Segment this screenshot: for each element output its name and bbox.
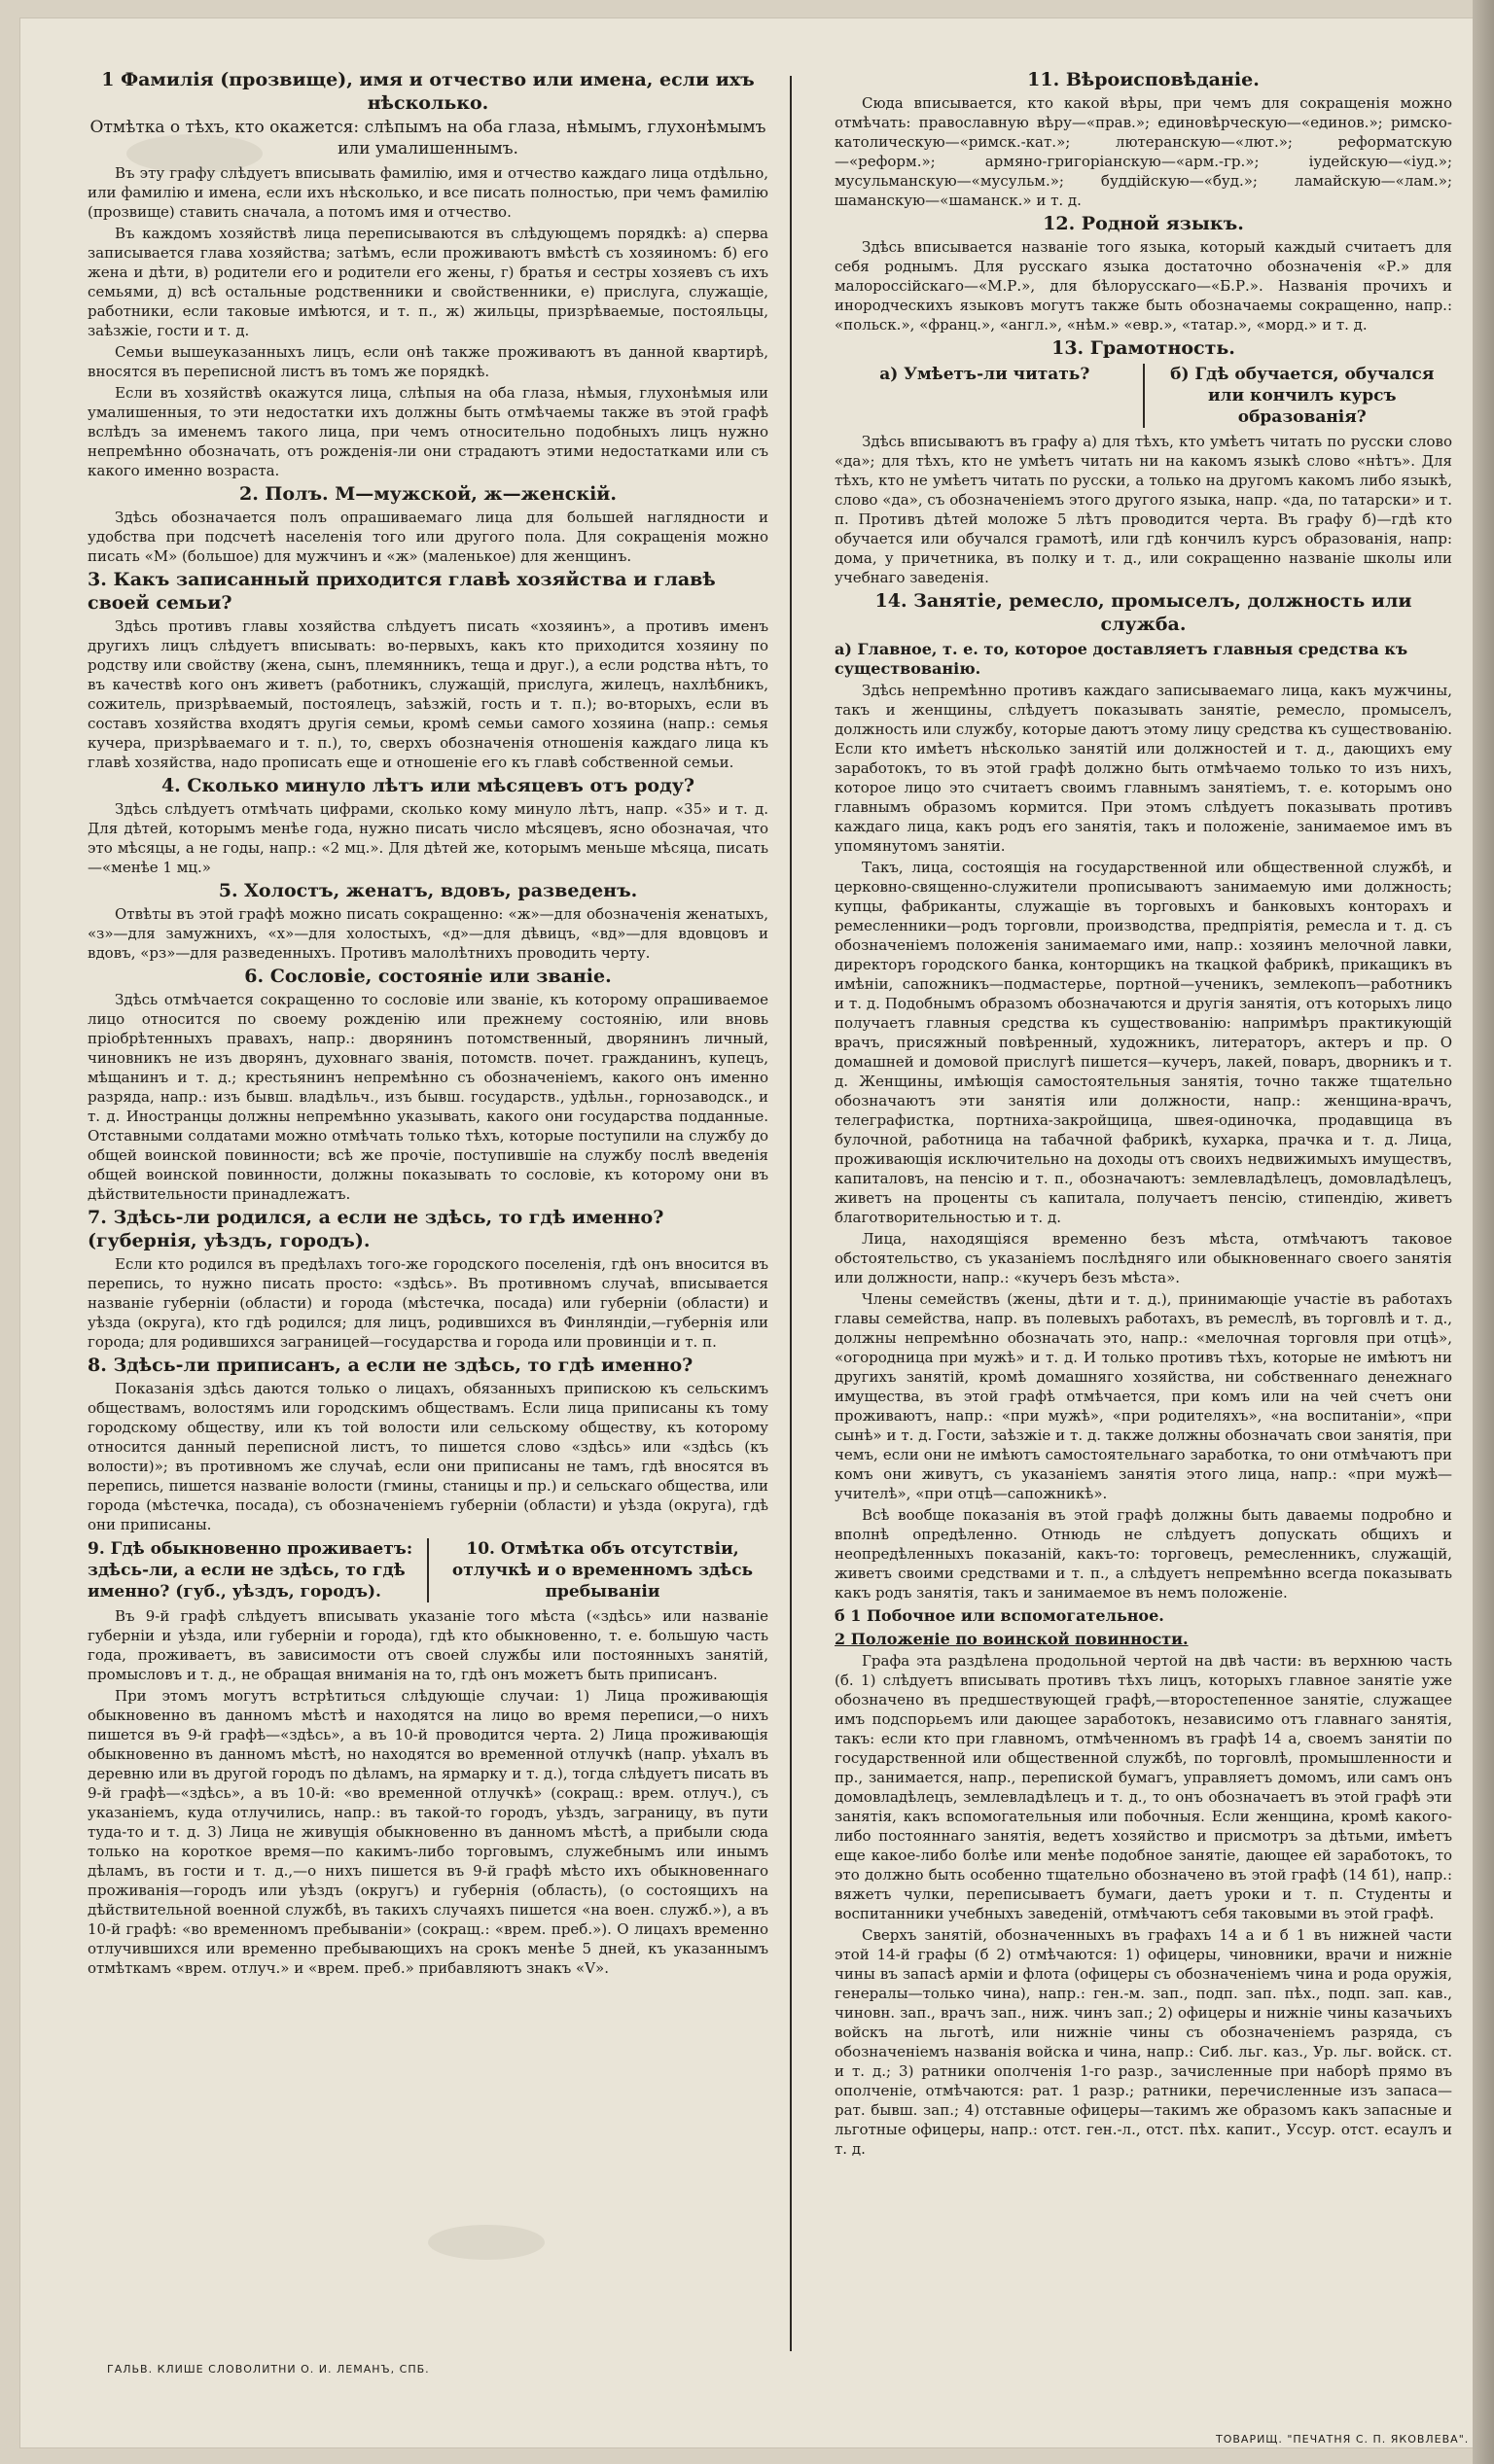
paragraph: Въ 9-й графѣ слѣдуетъ вписывать указаніе того мѣста («здѣсь» или названіе губерніи и уѣзда, или губерніи и города), гдѣ кто обыкновенно, т. е. большую часть года, проживаетъ, въ зависимости отъ своей службы или постоянныхъ занятій, промысловъ и т. д., не обращая вниманія на то, гдѣ онъ можетъ быть приписанъ. [88, 1607, 768, 1683]
paragraph: Въ каждомъ хозяйствѣ лица переписываются въ слѣдующемъ порядкѣ: а) сперва записывается глава хозяйства; затѣмъ, если проживаютъ вмѣстѣ съ хозяиномъ: б) его жена и дѣти, в) родители его и родители его жены, г) братья и сестры хозяевъ съ ихъ семьями, д) всѣ остальные родственники и свойственники, е) прислуга, служащіе, работники, если таковые имѣются, и т. п., ж) жильцы, призрѣваемые, постояльцы, заѣзжіе, гости и т. д. [88, 225, 768, 339]
right-column [835, 66, 1452, 2361]
section-1-title: 1 Фамилія (прозвище), имя и отчество или имена, если ихъ нѣсколько. [101, 69, 755, 114]
section-8-title: 8. Здѣсь-ли приписанъ, а если не здѣсь, то гдѣ именно? [88, 1355, 694, 1376]
paragraph: Графа эта раздѣлена продольной чертой на двѣ части: въ верхнюю часть (б. 1) слѣдуетъ вписывать противъ тѣхъ лицъ, которыхъ главное занятіе уже обозначено въ предшествующей графѣ,—второстепенное занятіе, служащее имъ подспорьемъ или дающее заработокъ, независимо отъ главнаго занятія, такъ: если кто при главномъ, отмѣченномъ въ графѣ 14 а, своемъ занятіи по государственной или общественной службѣ, по торговлѣ, промышленности и пр., занимается, напр., перепиской бумагъ, управляетъ домомъ, или самъ онъ домовладѣлецъ, землевладѣлецъ и т. д., то онъ обозначаетъ въ этой графѣ эти занятія, какъ вспомогательныя или побочныя. Если женщина, кромѣ какого-либо постояннаго занятія, ведетъ хозяйство и присмотръ за дѣтьми, имѣетъ еще какое-либо болѣе или менѣе подобное занятіе, дающее ей заработокъ, то это должно быть особенно тщательно обозначено въ этой графѣ (14 б1), напр.: вяжетъ чулки, переписываетъ бумаги, даетъ уроки и т. п. Студенты и воспитанники учебныхъ заведеній, отмѣчаютъ себя таковыми въ этой графѣ. [835, 1652, 1452, 1922]
column-rule [427, 1538, 429, 1602]
census-sheet [19, 18, 1474, 2448]
section-3-title: 3. Какъ записанный приходится главѣ хозяйства и главѣ своей семьи? [88, 569, 716, 614]
section-2-title: 2. Полъ. М—мужской, ж—женскій. [238, 483, 617, 505]
section-14b1-title: б 1 Побочное или вспомогательное. [835, 1606, 1164, 1625]
section-6-title: 6. Сословіе, состояніе или званіе. [244, 966, 612, 987]
paragraph: Отвѣты въ этой графѣ можно писать сокращенно: «ж»—для обозначенія женатыхъ, «з»—для замужнихъ, «х»—для холостыхъ, «д»—для дѣвицъ, «вд»—для вдовцовъ и вдовъ, «рз»—для разведенныхъ. Противъ малолѣтнихъ проводить черту. [88, 905, 768, 962]
section-14a-title: а) Главное, т. е. то, которое доставляетъ главныя средства къ существованію. [835, 640, 1408, 678]
section-5-title: 5. Холостъ, женатъ, вдовъ, разведенъ. [218, 880, 638, 901]
left-column [88, 66, 768, 2361]
section-14-title: 14. Занятіе, ремесло, промыселъ, должность или служба. [874, 590, 1412, 635]
section-13a-title: а) Умѣетъ-ли читать? [879, 365, 1090, 384]
paper-edge [1473, 0, 1494, 2464]
section-13-columns [835, 364, 1452, 428]
paragraph: Сверхъ занятій, обозначенныхъ въ графахъ 14 а и б 1 въ нижней части этой 14-й графы (б 2) отмѣчаются: 1) офицеры, чиновники, врачи и нижніе чины въ запасѣ арміи и флота (офицеры съ обозначеніемъ чина и рода оружія, генералы—только чина), напр.: ген.-м. зап., подп. зап. пѣх., подп. зап. кав., чиновн. зап., врачъ зап., ниж. чинъ зап.; 2) офицеры и нижніе чины казачьихъ войскъ на льготѣ, или нижніе чины съ обозначеніемъ разряда, съ обозначеніемъ названія войска и чина, напр.: Сиб. льг. каз., Ур. льг. войск. ст. и т. д.; 3) ратники ополченія 1-го разр., зачисленные при наборѣ прямо въ ополченіе, отмѣчаются: рат. 1 разр.; ратники, перечисленные изъ запаса—рат. бывш. зап.; 4) отставные офицеры—такимъ же образомъ какъ запасные и льготные офицеры, напр.: отст. ген.-л., отст. пѣх. капит., Уссур. отст. есаулъ и т. д. [835, 1926, 1452, 2158]
section-11-title: 11. Вѣроисповѣданіе. [1027, 69, 1260, 90]
paragraph: Здѣсь вписывается названіе того языка, который каждый считаетъ для себя роднымъ. Для русскаго языка достаточно обозначенія «Р.» для малороссійскаго—«М.Р.», для бѣлорусскаго—«Б.Р.». Названія прочихъ и инородческихъ языковъ могутъ также быть обозначаемы сокращенно, напр.: «польск.», «франц.», «англ.», «нѣм.» «евр.», «татар.», «морд.» и т. д. [835, 238, 1452, 334]
paragraph: Здѣсь отмѣчается сокращенно то сословіе или званіе, къ которому опрашиваемое лицо относится по своему рожденію или прежнему состоянію, или вновь пріобрѣтенныхъ правахъ, напр.: дворянинъ потомственный, дворянинъ личный, чиновникъ не изъ дворянъ, духовнаго званія, потомств. почет. гражданинъ, купецъ, мѣщанинъ и т. д.; крестьянинъ непремѣнно съ обозначеніемъ, какого онъ именно разряда, напр.: изъ бывш. владѣльч., изъ бывш. государств., удѣльн., горнозаводск., и т. д. Иностранцы должны непремѣнно указывать, какого они государства подданные. Отставными солдатами можно отмѣчать только тѣхъ, которые поступили на службу до общей воинской повинности; всѣ же прочіе, поступившіе на службу послѣ введенія общей воинской повинности, должны показывать то сословіе, къ которому они въ дѣйствительности принадлежатъ. [88, 991, 768, 1203]
paragraph: Семьи вышеуказанныхъ лицъ, если онѣ также проживаютъ въ данной квартирѣ, вносятся въ переписной листъ въ томъ же порядкѣ. [88, 343, 768, 380]
paragraph: Сюда вписывается, кто какой вѣры, при чемъ для сокращенія можно отмѣчать: православную вѣру—«прав.»; единовѣрческую—«единов.»; римско-католическую—«римск.-кат.»; лютеранскую—«лют.»; реформатскую—«реформ.»; армяно-григоріанскую—«арм.-гр.»; іудейскую—«іуд.»; мусульманскую—«мусульм.»; буддійскую—«буд.»; ламайскую—«лам.»; шаманскую—«шаманск.» и т. д. [835, 94, 1452, 209]
paragraph: Показанія здѣсь даются только о лицахъ, обязанныхъ припискою къ сельскимъ обществамъ, волостямъ или городскимъ обществамъ. Если лица приписаны къ тому городскому обществу, или къ той волости или сельскому обществу, къ которому относится данный переписной листъ, то пишется слово «здѣсь» или «здѣсь (къ волости)»; въ противномъ же случаѣ, если они приписаны не тамъ, гдѣ вносятся въ перепись, пишется названіе волости (гмины, станицы и пр.) и сельскаго общества, или города (мѣстечка, посада), съ обозначеніемъ губерніи (области) и уѣзда (округа), гдѣ они приписаны. [88, 1380, 768, 1533]
paragraph: Такъ, лица, состоящія на государственной или общественной службѣ, и церковно-священно-служители прописываютъ занимаемую ими должность; купцы, фабриканты, служащіе въ торговыхъ и банковыхъ конторахъ и ремесленники—родъ торговли, производства, предпріятія, ремесла и т. д. съ обозначеніемъ положенія занимаемаго ими, напр.: хозяинъ мелочной лавки, директоръ городского банка, конторщикъ на ткацкой фабрикѣ, прикащикъ въ имѣніи, сапожникъ—подмастерье, портной—ученикъ, землекопъ—работникъ и т. д. Подобнымъ образомъ обозначаются и другія занятія, отъ которыхъ лицо получаетъ главныя средства къ существованію: напримѣръ практикующій врачъ, присяжный повѣренный, художникъ, литераторъ, актеръ и пр. О домашней и домовой прислугѣ пишется—кучеръ, лакей, поваръ, дворникъ и т. д. Женщины, имѣющія самостоятельныя занятія, точно также тщательно обозначаютъ эти занятія или должности, напр.: женщина-врачъ, телеграфистка, портниха-закройщица, швея-одиночка, продавщица въ булочной, работница на табачной фабрикѣ, кухарка, прачка и т. д. Лица, проживающія исключительно на доходы отъ своихъ недвижимыхъ имуществъ, капиталовъ, на пенсію и т. п., обозначаютъ: землевладѣлецъ, домовладѣлецъ, живетъ на проценты съ капитала, получаетъ пенсію, стипендію, живетъ благотворительностью и т. д. [835, 859, 1452, 1226]
column-divider [790, 76, 792, 2351]
printer-credit-right: ТОВАРИЩ. "ПЕЧАТНЯ С. П. ЯКОВЛЕВА". [1216, 2433, 1470, 2446]
paragraph: Здѣсь непремѣнно противъ каждаго записываемаго лица, какъ мужчины, такъ и женщины, слѣдуетъ показывать занятіе, ремесло, промыселъ, должность или службу, которые даютъ этому лицу средства къ существованію. Если кто имѣетъ нѣсколько занятій или должностей и т. д., дающихъ ему заработокъ, то въ этой графѣ должно быть отмѣчаемо только то изъ нихъ, которое лицо это считаетъ своимъ главнымъ занятіемъ, т. е. которымъ оно главнымъ образомъ кормится. При этомъ слѣдуетъ показывать противъ каждаго лица, какъ родъ его занятія, такъ и положеніе, занимаемое имъ въ упомянутомъ занятіи. [835, 682, 1452, 855]
paragraph: Здѣсь противъ главы хозяйства слѣдуетъ писать «хозяинъ», а противъ именъ другихъ лицъ слѣдуетъ вписывать: во-первыхъ, какъ кто приходится хозяину по родству или свойству (жена, сынъ, племянникъ, теща и друг.), а если родства нѣтъ, то въ качествѣ кого онъ живетъ (работникъ, служащій, прислуга, жилецъ, нахлѣбникъ, сожитель, призрѣваемый, постоялецъ, заѣзжій, гость и т. п.); во-вторыхъ, если въ составъ хозяйства входятъ другія семьи, кромѣ семьи самого хозяина (напр.: семья кучера, призрѣваемаго и т. п.), то, сверхъ обозначенія отношенія каждаго лица къ главѣ хозяйства, надо прописать еще и отношеніе его къ главѣ собственной семьи. [88, 617, 768, 771]
section-4-title: 4. Сколько минуло лѣтъ или мѣсяцевъ отъ роду? [160, 775, 695, 796]
paragraph: Здѣсь обозначается полъ опрашиваемаго лица для большей наглядности и удобства при подсчетѣ населенія того или другого пола. Для сокращенія можно писать «М» (большое) для мужчинъ и «ж» (маленькое) для женщинъ. [88, 509, 768, 565]
paper-stain [126, 134, 263, 173]
section-10-title: 10. Отмѣтка объ отсутствіи, отлучкѣ и о временномъ здѣсь пребываніи [451, 1539, 754, 1602]
paragraph: Въ эту графу слѣдуетъ вписывать фамилію, имя и отчество каждаго лица отдѣльно, или фамилію и имена, если ихъ нѣсколько, и все писать полностью, при чемъ фамилію (прозвище) ставить сначала, а потомъ имя и отчество. [88, 164, 768, 221]
section-7-title: 7. Здѣсь-ли родился, а если не здѣсь, то гдѣ именно? (губернія, уѣздъ, городъ). [88, 1207, 664, 1251]
sections-9-10-header [88, 1538, 768, 1602]
column-rule [1143, 364, 1145, 428]
section-13b-title: б) Гдѣ обучается, обучался или кончилъ курсъ образованія? [1170, 365, 1435, 427]
paragraph: Всѣ вообще показанія въ этой графѣ должны быть даваемы подробно и вполнѣ опредѣленно. Отнюдь не слѣдуетъ допускать общихъ и неопредѣленныхъ показаній, какъ-то: торговецъ, ремесленникъ, служащій, живетъ своими средствами и т. п., а слѣдуетъ непремѣнно всегда показывать какъ родъ занятія, такъ и занимаемое въ немъ положеніе. [835, 1506, 1452, 1602]
paragraph: Здѣсь слѣдуетъ отмѣчать цифрами, сколько кому минуло лѣтъ, напр. «35» и т. д. Для дѣтей, которымъ менѣе года, нужно писать число мѣсяцевъ, ясно обозначая, что это мѣсяцы, а не годы, напр.: «2 мц.». Для дѣтей же, которымъ меньше мѣсяца, писать—«менѣе 1 мц.» [88, 800, 768, 876]
paragraph: При этомъ могутъ встрѣтиться слѣдующіе случаи: 1) Лица проживающія обыкновенно въ данномъ мѣстѣ и находятся на лицо во время переписи,—о нихъ пишется въ 9-й графѣ—«здѣсь», а въ 10-й проводится черта. 2) Лица проживающія обыкновенно въ данномъ мѣстѣ, но находятся во временной отлучкѣ (напр. уѣхалъ въ деревню или въ другой городъ по дѣламъ, на ярмарку и т. д.), тогда слѣдуетъ писать въ 9-й графѣ—«здѣсь», а въ 10-й: «во временной отлучкѣ» (сокращ.: врем. отлуч.), съ указаніемъ, куда отлучились, напр.: въ такой-то городъ, уѣздъ, заграницу, въ пути туда-то и т. д. 3) Лица не живущія обыкновенно въ данномъ мѣстѣ, а прибыли сюда только на короткое время—по какимъ-либо торговымъ, служебнымъ или инымъ дѣламъ, въ гости и т. д.,—о нихъ пишется въ 9-й графѣ мѣсто ихъ обыкновеннаго проживанія—городъ или уѣздъ (округъ) и губернія (область), (о состоящихъ на дѣйствительной военной службѣ, въ такихъ случаяхъ пишется «на воен. служб.»), а въ 10-й графѣ: «во временномъ пребываніи» (сокращ.: «врем. преб.»). О лицахъ временно отлучившихся или временно пребывающихъ на срокъ менѣе 5 дней, къ указаннымъ отмѣткамъ «врем. отлуч.» и «врем. преб.» прибавляютъ знакъ «V». [88, 1687, 768, 1977]
printer-credit-left: ГАЛЬВ. КЛИШЕ СЛОВОЛИТНИ О. И. ЛЕМАНЪ, СПБ. [107, 2363, 430, 2376]
section-12-title: 12. Родной языкъ. [1043, 213, 1244, 234]
paragraph: Члены семействъ (жены, дѣти и т. д.), принимающіе участіе въ работахъ главы семейства, напр. въ полевыхъ работахъ, въ ремеслѣ, въ торговлѣ и т. д., должны непремѣнно обозначать это, напр.: «мелочная торговля при отцѣ», «огородница при мужѣ» и т. д. И только противъ тѣхъ, которые не имѣютъ ни другихъ занятій, кромѣ домашняго хозяйства, ни собственнаго денежнаго имущества, въ этой графѣ отмѣчается, при комъ или на чей счетъ они проживаютъ, напр.: «при мужѣ», «при родителяхъ», «на воспитаніи», «при сынѣ» и т. д. Гости, заѣзжіе и т. д. также должны обозначать свои занятія, при чемъ, если они не имѣютъ самостоятельнаго заработка, то они отмѣчаютъ при комъ они живутъ, съ указаніемъ занятія этого лица, напр.: «при мужѣ—учителѣ», «при отцѣ—сапожникѣ». [835, 1290, 1452, 1502]
section-14b2-title: 2 Положеніе по воинской повинности. [835, 1630, 1189, 1648]
paragraph: Если въ хозяйствѣ окажутся лица, слѣпыя на оба глаза, нѣмыя, глухонѣмыя или умалишенныя, то эти недостатки ихъ должны быть отмѣчаемы также въ этой графѣ вслѣдъ за именемъ такого лица, при чемъ относительно подобныхъ лицъ нужно непремѣнно обозначать, отъ рожденія-ли они страдаютъ этими недостатками или съ какого именно возраста. [88, 384, 768, 479]
section-9-title: 9. Гдѣ обыкновенно проживаетъ: здѣсь-ли, а если не здѣсь, то гдѣ именно? (губ., уѣздъ, городъ). [88, 1539, 413, 1602]
paragraph: Здѣсь вписываютъ въ графу а) для тѣхъ, кто умѣетъ читать по русски слово «да»; для тѣхъ, кто не умѣетъ читать ни на какомъ языкѣ слово «нѣтъ». Для тѣхъ, кто не умѣетъ читать по русски, а только на другомъ какомъ либо языкѣ, слово «да», съ обозначеніемъ этого другого языка, напр. «да, по татарски» и т. п. Противъ дѣтей моложе 5 лѣтъ проводится черта. Въ графу б)—гдѣ кто обучается или обучался грамотѣ, или гдѣ кончилъ курсъ образованія, напр: дома, у причетника, въ полку и т. д., или сокращенно названіе школы или учебнаго заведенія. [835, 433, 1452, 586]
section-1-subtitle: Отмѣтка о тѣхъ, кто окажется: слѣпымъ на оба глаза, нѣмымъ, глухонѣмымъ или умалишеннымъ. [89, 118, 766, 158]
paragraph: Лица, находящіяся временно безъ мѣста, отмѣчаютъ таковое обстоятельство, съ указаніемъ послѣдняго или обыкновеннаго своего занятія или должности, напр.: «кучеръ безъ мѣста». [835, 1230, 1452, 1286]
section-13-title: 13. Грамотность. [1051, 337, 1235, 359]
paragraph: Если кто родился въ предѣлахъ того-же городского поселенія, гдѣ онъ вносится въ перепись, то нужно писать просто: «здѣсь». Въ противномъ случаѣ, вписывается названіе губерніи (области) и города (мѣстечка, посада) или губерніи (области) и уѣзда (округа), кто гдѣ родился; для лицъ, родившихся въ Финляндіи,—губернія или города; для родившихся заграницей—государства и города или провинціи и т. п. [88, 1255, 768, 1351]
paper-stain [428, 2225, 545, 2260]
